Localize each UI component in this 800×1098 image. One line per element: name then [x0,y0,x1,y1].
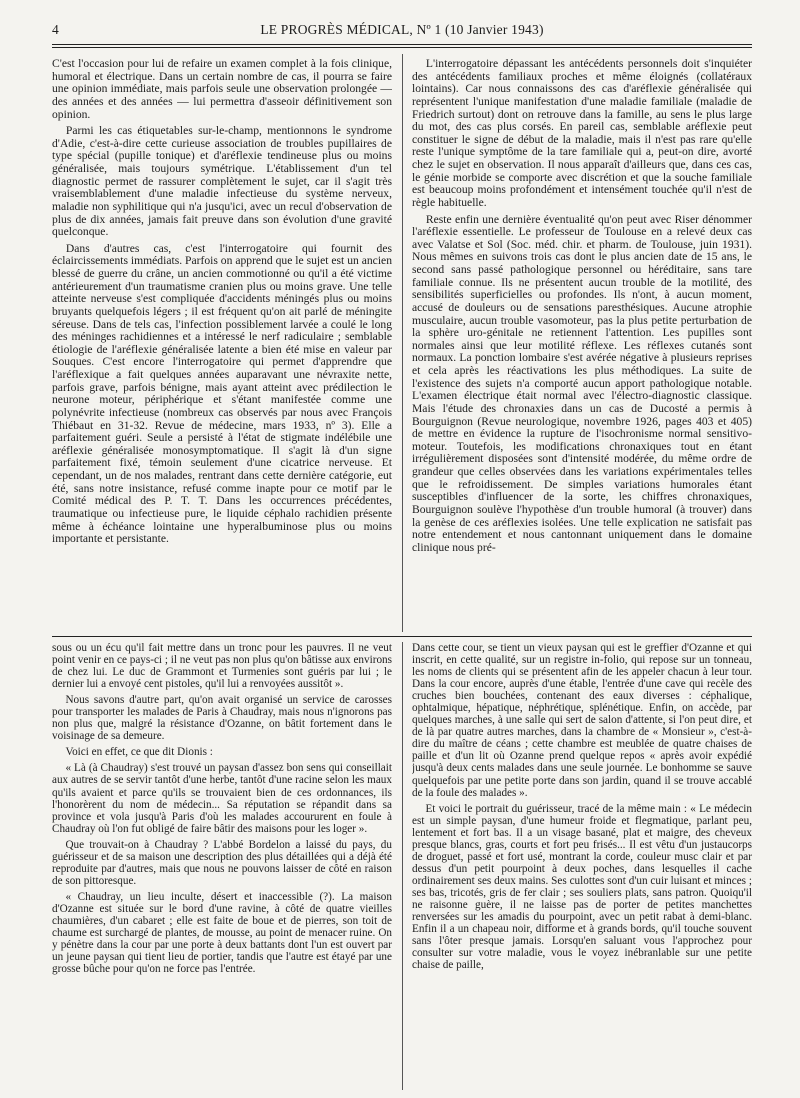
journal-title: LE PROGRÈS MÉDICAL, Nº 1 (10 Janvier 1943) [260,22,544,37]
paragraph: Voici en effet, ce que dit Dionis : [65,746,213,759]
paragraph: Et voici le portrait du guérisseur, tracé de la même main : « Le médecin est un simple paysan, d'une humeur froide et flegmatique, parlant peu, lentement et fort bas. Il a un visage basané, plat et maigre, des cheveux presque blancs, gras, courts et fort peu frisés... Il est vêtu d'un justaucorps de droguet, passé et fort usé, montrant la corde, couleur musc clair et par dessus d'un petit pourpoint à deux poches, dans lesquelles il cache ordinairement ses deux mains. Ses culottes sont d'un cuir luisant et minces ; ses bas, tricotés, gris de fer clair ; ses souliers plats, sans patron. Quoiqu'il ne raisonne guère, il ne laisse pas de porter de petites manchettes renversées sur les amadis du pourpoint, avec un petit rabat à demi-blanc. Enfin il a un chapeau noir, difforme et à grands bords, qu'il touche souvent sans l'ôter presque jamais. Lorsqu'en saluant vous l'approchez pour consulter sur votre maladie, vous le voyez inébranlable sur une petite chaise de paille, [412,802,752,972]
paragraph: Dans d'autres cas, c'est l'interrogatoire qui fournit des éclaircissements immédiats. Parfois on apprend que le sujet est un ancien blessé de guerre du crâne, un ancien commotionné ou qu'il a été victime antérieurement d'un traumatisme cranien plus ou moins grave. Une telle atteinte nerveuse s'est compliquée d'accidents méningés plus ou moins bruyants quelquefois légers ; il est fréquent qu'on ait parlé de méningite séreuse. Dans de tels cas, l'infection possiblement larvée a coulé le long des méninges rachidiennes et a intéressé le nerf radiculaire ; semblable étiologie de l'aréflexie généralisée latente a bien été mise en valeur par Souques. C'est encore l'interrogatoire qui permet d'apprendre que l'aréflexique a fait quelques années auparavant une névraxite nette, parfois grave, parfois bénigne, mais ayant atteint avec prédilection le neurone moteur, périphérique et s'étant manifestée comme une polynévrite infectieuse (nombreux cas observés par nous avec François Thiébaut en 31-32. Revue de médecine, mars 1933, nº 3). Elle a parfaitement guéri. Seule a persisté à l'état de stigmate indélébile une aréflexie généralisée monosymptomatique. Il s'agit là d'un signe parfaitement fixé, témoin seulement d'une cicatrice nerveuse. Et cependant, un de nos malades, rentrant dans cette dernière catégorie, eut été, sans notre insistance, refusé comme inapte pour ce motif par le Comité médical des P. T. T. Dans les occurrences précédentes, traumatique ou infectieuse pure, le liquide céphalo rachidien présente même à échéance lointaine une hyperalbuminose plus ou moins importante et persistante. [52,241,392,546]
paragraph: sous ou un écu qu'il fait mettre dans un tronc pour les pauvres. Il ne veut point venir en ce pays-ci ; il ne veut pas non plus qu'on bâtisse aux environs de chez lui. Le duc de Grammont et Turmenies sont guéris par lui ; le dernier lui a envoyé cent pistoles, qu'il lui a renvoyées aussitôt ». [52,642,392,691]
feuilleton-column-left [52,642,392,1088]
paragraph: Reste enfin une dernière éventualité qu'on peut avec Riser dénommer l'aréflexie essentielle. Le professeur de Toulouse en a relevé deux cas avec Valatse et Sol (Soc. méd. chir. et pharm. de Toulouse, juin 1931). Nous mêmes en suivons trois cas dont le plus ancien date de 15 ans, le second sans passé pathologique personnel ou héréditaire, sans tare familiale connue. Ils ne présentent aucun trouble de la motilité, des sensibilités superficielles ou profondes. Ils n'ont, à aucun moment, accusé de douleurs ou de sensations paresthésiques. Aucune atrophie musculaire, aucun trouble vasomoteur, pas la plus petite perturbation de la sphère uro-génitale ne retiennent l'attention. Les pupilles sont normales ainsi que leur motilité réflexe. Les réflexes cutanés sont normaux. La ponction lombaire s'est avérée négative à plusieurs reprises et cela après les réactivations les plus méthodiques. La suite de l'existence des sujets n'a comporté aucun apport pathologique notable. L'examen électrique était normal avec l'électro-diagnostic classique. Mais l'étude des chronaxies dans un cas de Ducosté a permis à Bourguignon (Revue neurologique, novembre 1926, pages 403 et 405) de mettre en évidence la rupture de l'isochronisme normal sensitivo-moteur. Toutefois, les modifications chronaxiques tout en étant irrégulièrement disposées sont d'intensité modérée, du même ordre de grandeur que celles observées dans les variations expérimentales telles que le refroidissement. De simples variations humorales étant susceptibles d'influencer de la sorte, les chiffres chronaxiques, Bourguignon soulève l'hypothèse d'un trouble humoral (à trouver) dans la genèse de ces aréflexies isolées. Une telle explication ne satisfait pas notre entendement et nous cantonnant uniquement dans le domaine clinique nous pré- [412,212,752,554]
paragraph: « Là (à Chaudray) s'est trouvé un paysan d'assez bon sens qui conseillait aux autres de se servir tantôt d'une herbe, tantôt d'une racine selon les maux qu'ils avaient et parce qu'ils se trouvaient bien de ces ordonnances, ils l'honorèrent du nom de médecin... Sa réputation se répandit dans sa province et vola jusqu'à Paris d'où les malades accoururent en foule à Chaudray où l'on fut obligé de faire bâtir des maisons pour les loger ». [52,762,392,835]
article-column-right [412,58,752,630]
paragraph: Parmi les cas étiquetables sur-le-champ, mentionnons le syndrome d'Adie, c'est-à-dire cette curieuse association de troubles pupillaires de type spécial (pupille tonique) et d'aréflexie tendineuse plus ou moins généralisée, mais toujours symétrique. L'établissement d'un tel diagnostic permet de rassurer complètement le sujet, car il s'agit très vraisemblablement d'une maladie infectieuse du système nerveux, maladie non syphilitique qui n'a jusqu'ici, avec un recul d'observation de plus de dix années, jamais fait preuve dans son évolution d'une gravité quelconque. [52,124,392,239]
header-rule [52,44,752,45]
header-rule-thin [52,47,752,48]
feuilleton-column-right [412,642,752,1088]
paragraph: « Chaudray, un lieu inculte, désert et inaccessible (?). La maison d'Ozanne est située sur le bord d'une ravine, à côté de quatre vieilles chaumières, d'un cabaret ; elle est faite de boue et de pierres, son toit de chaume est surchargé de plantes, de mousse, au point de menacer ruine. On y pénètre dans la cour par une porte à deux battants dont l'un est ouvert par un jeune paysan qui tient lieu de portier, tandis que l'autre est étayé par une grosse bûche pour qu'on ne force pas l'entrée. [52,890,392,976]
paragraph: Que trouvait-on à Chaudray ? L'abbé Bordelon a laissé du pays, du guérisseur et de sa maison une description des plus détaillées qui a déjà été reproduite par d'autres, mais que nous ne pouvons laisser de côté en raison de son pittoresque. [52,838,392,887]
paragraph: C'est l'occasion pour lui de refaire un examen complet à la fois clinique, humoral et électrique. Dans un certain nombre de cas, il pourra se faire une opinion immédiate, mais parfois seule une observation prolongée — des années et des années — lui permettra d'asseoir définitivement son opinion. [52,58,392,121]
page-number: 4 [52,22,59,37]
paragraph: Nous savons d'autre part, qu'on avait organisé un service de carosses pour transporter les malades de Paris à Chaudray, mais nous n'ignorons pas non plus que, malgré la résistance d'Ozanne, on bâtit fortement dans le voisinage de sa demeure. [52,694,392,743]
running-header [52,22,752,44]
article-column-left [52,58,392,630]
column-divider [402,642,403,1090]
column-divider [402,54,403,632]
paragraph: L'interrogatoire dépassant les antécédents personnels doit s'inquiéter des antécédents familiaux proches et même éloignés (collatéraux lointains). Car nous connaissons des cas d'aréflexie généralisée qui représentent l'unique manifestation d'une maladie familiale (maladie de Friedrich surtout) dont on retrouve dans la famille, au sens le plus large du mot, des cas plus corsés. En pareil cas, semblable aréflexie peut constituer le signe de début de la maladie, mais il n'est pas rare qu'elle reste l'unique symptôme de la tare familiale qui a, peut-on dire, avorté chez le sujet en observation. Il nous apparaît d'ailleurs que, dans ces cas, le génie morbide se comporte avec discrétion et que la souche familiale est beaucoup moins profondément et intensément touchée qu'il n'est de règle habituelle. [412,58,752,209]
paragraph: Dans cette cour, se tient un vieux paysan qui est le greffier d'Ozanne et qui inscrit, en cette qualité, sur un registre in-folio, qui repose sur un tonneau, les noms de clients qui se présentent afin de les appeler chacun à leur tour. Dans la cour encore, auprès d'une étable, l'entrée d'une cave qui recèle des cruches bien bouchées, contenant des eaux diverses : céphalique, ophtalmique, hépatique, néphrétique, splénétique. Enfin, on accède, par quelques marches, à une salle qui sert de salon d'attente, si l'on peut dire, et de là par quatre autres marches, dans la chambre de « Monsieur », c'est-à-dire du maître de céans ; cette chambre est meublée de quatre chaises de paille et d'un lit où Ozanne prend quelque repos « après avoir expédié jusqu'à deux cents malades dans une seule journée. Le bonhomme se sauve quelquefois par une petite porte dans son jardin, quand il se trouve accablé de la foule des malades ». [412,642,752,799]
section-divider [52,636,752,637]
